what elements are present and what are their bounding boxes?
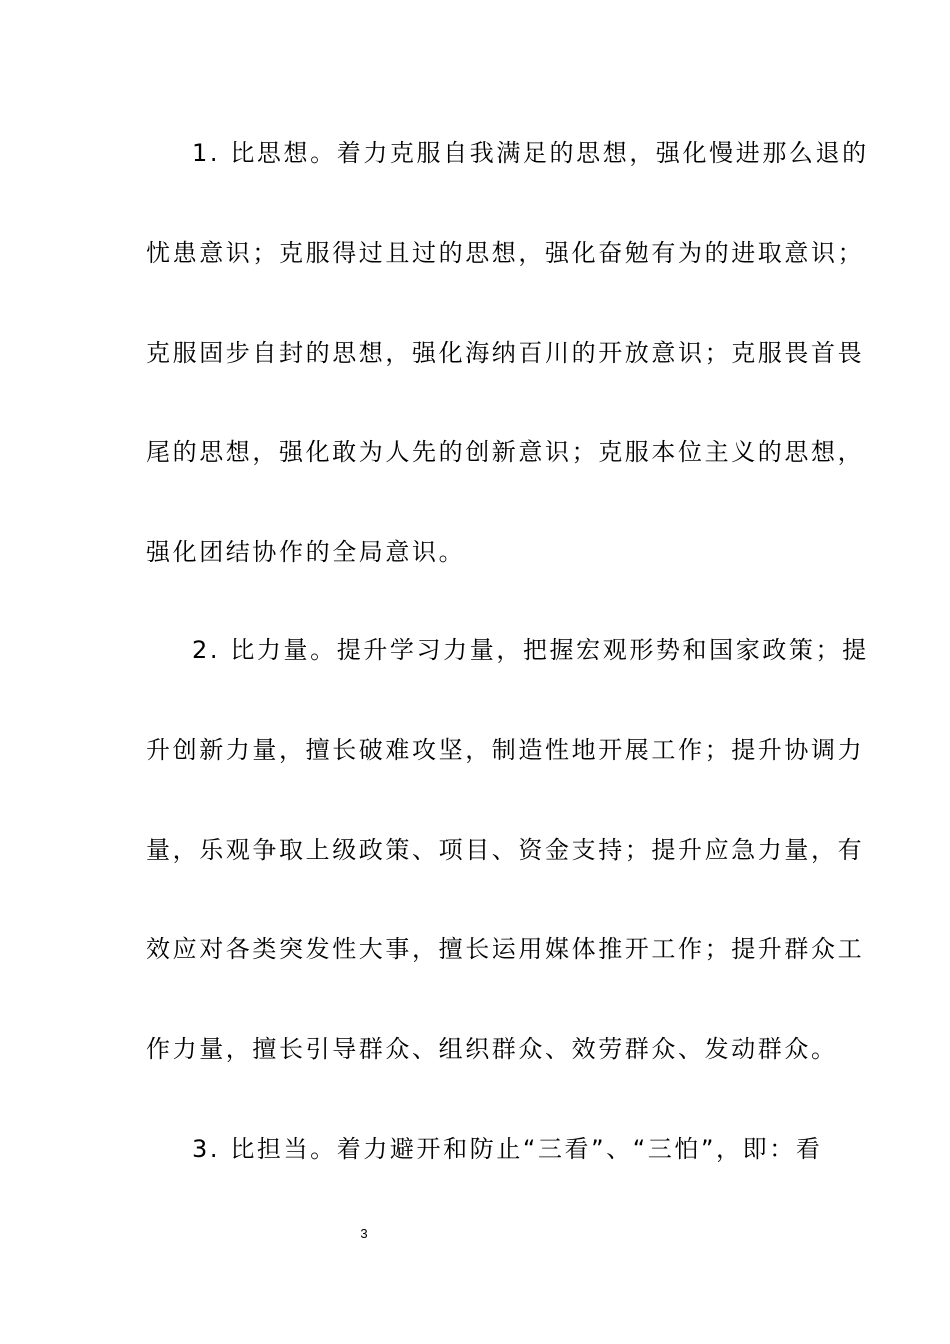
paragraph-1-line-4: 尾的思想，强化敢为人先的创新意识；克服本位主义的思想，: [146, 438, 865, 466]
paragraph-2-line-2: 升创新力量，擅长破难攻坚，制造性地开展工作；提升协调力: [146, 736, 865, 764]
page-number: 3: [360, 1226, 368, 1241]
paragraph-2-line-4: 效应对各类突发性大事，擅长运用媒体推开工作；提升群众工: [146, 935, 865, 963]
paragraph-2-line-3: 量，乐观争取上级政策、项目、资金支持；提升应急力量，有: [146, 836, 865, 864]
paragraph-2-line-5: 作力量，擅长引导群众、组织群众、效劳群众、发动群众。: [146, 1035, 838, 1063]
paragraph-1-line-5: 强化团结协作的全局意识。: [146, 538, 466, 566]
paragraph-2-line-1: 2. 比力量。提升学习力量，把握宏观形势和国家政策；提: [192, 636, 869, 664]
paragraph-1-line-2: 忧患意识；克服得过且过的思想，强化奋勉有为的进取意识；: [146, 239, 865, 267]
paragraph-1-line-1: 1. 比思想。着力克服自我满足的思想，强化慢进那么退的: [192, 139, 869, 167]
paragraph-3-line-1: 3. 比担当。着力避开和防止“三看”、“三怕”，即：看: [192, 1135, 823, 1163]
paragraph-1-line-3: 克服固步自封的思想，强化海纳百川的开放意识；克服畏首畏: [146, 339, 865, 367]
